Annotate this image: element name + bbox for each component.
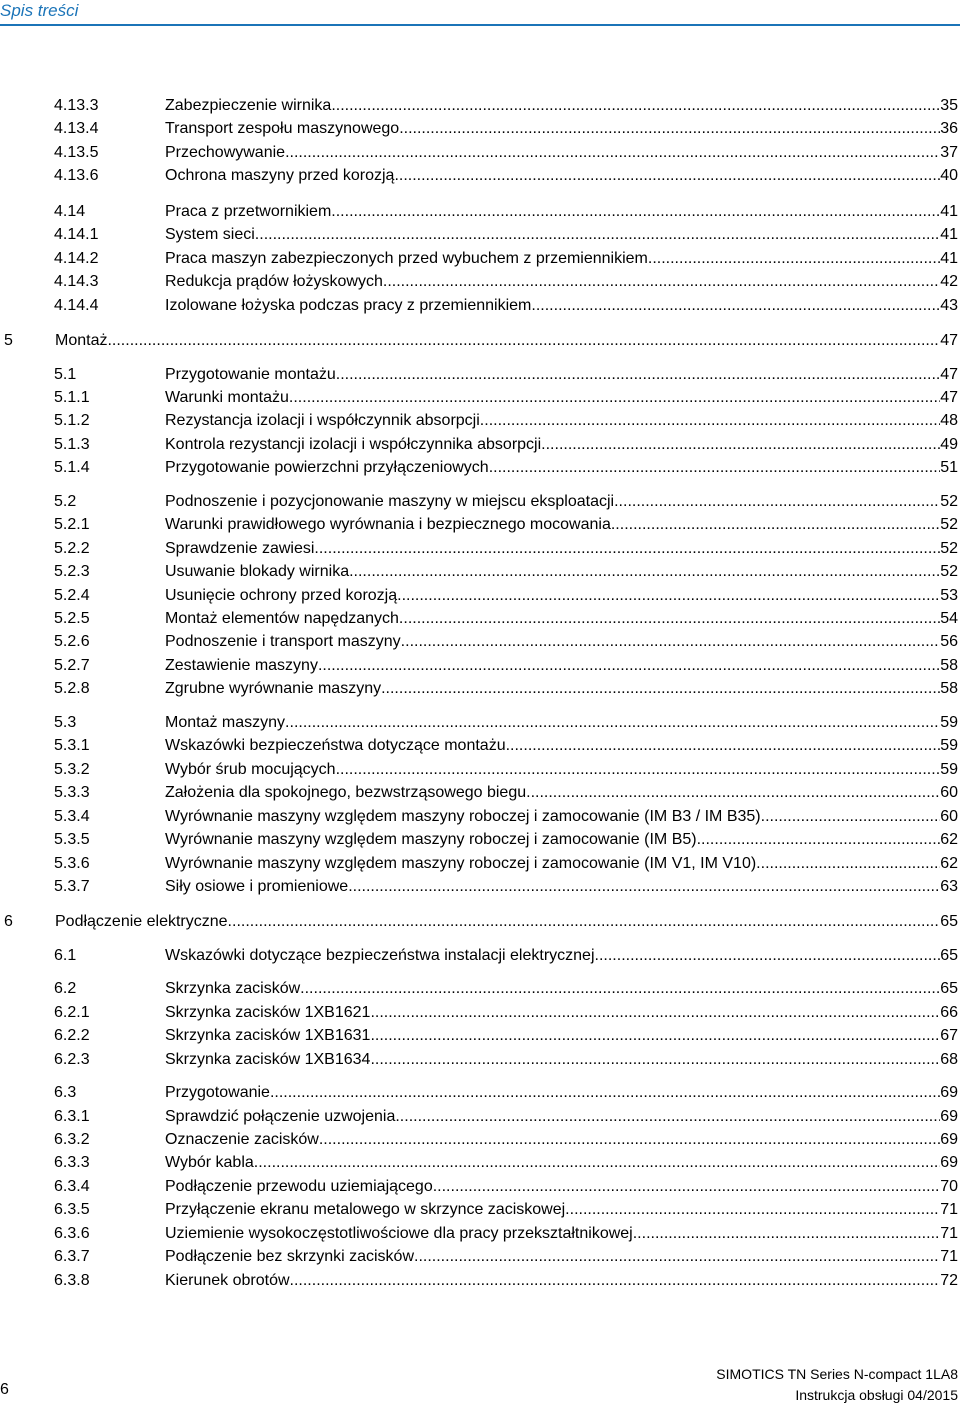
toc-dot-leader [348, 875, 940, 899]
toc-entry[interactable] [0, 1024, 960, 1048]
toc-dot-leader [526, 781, 940, 805]
toc-entry-body [165, 758, 958, 782]
toc-entry-title: Podnoszenie i pozycjonowanie maszyny w miejscu eksploatacji [165, 492, 615, 510]
toc-entry-number: 5.3.2 [54, 760, 90, 778]
toc-entry-body [165, 1175, 958, 1199]
toc-entry-number: 6.3.3 [54, 1154, 90, 1172]
toc-entry[interactable] [0, 386, 960, 410]
toc-entry[interactable] [0, 677, 960, 701]
toc-entry-body [165, 223, 958, 247]
toc-entry-page: 65 [940, 913, 958, 931]
toc-entry-number: 6.1 [54, 946, 77, 964]
toc-entry-number: 5.2.2 [54, 539, 90, 557]
toc-entry-number: 5.3.3 [54, 784, 90, 802]
toc-entry-title: Praca maszyn zabezpieczonych przed wybuchem z przemiennikiem [165, 249, 648, 267]
toc-dot-leader [401, 630, 941, 654]
toc-entry-body [165, 1048, 958, 1072]
toc-entry-number: 5.1 [54, 365, 77, 383]
toc-entry[interactable] [0, 247, 960, 271]
toc-entry-number: 4.13.6 [54, 167, 99, 185]
toc-entry[interactable] [0, 852, 960, 876]
toc-entry-number: 5.2.3 [54, 563, 90, 581]
toc-dot-leader [336, 758, 941, 782]
toc-dot-leader [614, 490, 940, 514]
toc-entry-title: Usunięcie ochrony przed korozją [165, 586, 398, 604]
toc-entry[interactable] [0, 1048, 960, 1072]
toc-entry-title: Zgrubne wyrównanie maszyny [165, 680, 382, 698]
toc-entry[interactable] [0, 1198, 960, 1222]
toc-entry[interactable] [0, 584, 960, 608]
toc-entry[interactable] [0, 164, 960, 188]
toc-entry[interactable] [0, 734, 960, 758]
toc-entry-body [165, 607, 958, 631]
toc-entry-title: Skrzynka zacisków 1XB1621 [165, 1003, 371, 1021]
toc-entry-number: 5.2.1 [54, 516, 90, 534]
toc-entry[interactable] [0, 456, 960, 480]
toc-entry-title: Kierunek obrotów [165, 1271, 290, 1289]
toc-entry-page: 72 [940, 1271, 958, 1289]
toc-dot-leader [531, 294, 940, 318]
toc-entry-body [165, 1269, 958, 1293]
toc-entry-title: Wyrównanie maszyny względem maszyny roboczej i zamocowanie (IM B5) [165, 831, 697, 849]
toc-entry-title: Montaż maszyny [165, 713, 286, 731]
toc-entry[interactable] [0, 270, 960, 294]
toc-entry-body [165, 1222, 958, 1246]
footer-product: SIMOTICS TN Series N-compact 1LA8 [716, 1366, 958, 1382]
toc-dot-leader [756, 852, 940, 876]
toc-entry-body [165, 490, 958, 514]
toc-entry-page: 41 [940, 249, 958, 267]
toc-entry-title: Transport zespołu maszynowego [165, 120, 400, 138]
toc-entry-body [165, 363, 958, 387]
toc-entry[interactable] [0, 630, 960, 654]
toc-dot-leader [633, 1222, 940, 1246]
toc-entry[interactable] [0, 607, 960, 631]
toc-entry-title: Redukcja prądów łożyskowych [165, 273, 383, 291]
toc-dot-leader [506, 734, 941, 758]
toc-entry-page: 69 [940, 1131, 958, 1148]
toc-dot-leader [565, 1198, 940, 1222]
toc-entry-title: Montaż [55, 332, 108, 350]
footer-page-number: 6 [0, 1381, 9, 1398]
page-header-title: Spis treści [0, 1, 79, 20]
toc-entry-page: 62 [940, 831, 958, 849]
toc-entry-number: 6.3.6 [54, 1224, 90, 1242]
toc-dot-leader [285, 141, 940, 165]
toc-entry-title: Skrzynka zacisków 1XB1634 [165, 1050, 371, 1068]
toc-dot-leader [285, 711, 940, 735]
toc-entry-number: 5 [4, 332, 13, 350]
toc-entry[interactable] [0, 1001, 960, 1025]
toc-entry[interactable] [0, 329, 960, 353]
toc-entry-title: Kontrola rezystancji izolacji i współczynnika absorpcji [165, 435, 542, 453]
toc-dot-leader [595, 944, 941, 968]
toc-entry-number: 4.14.3 [54, 273, 99, 291]
toc-entry-title: Założenia dla spokojnego, bezwstrząsowego biegu [165, 784, 527, 802]
toc-entry[interactable] [0, 711, 960, 735]
footer-doc: Instrukcja obsługi 04/2015 [795, 1387, 958, 1403]
toc-entry-body [165, 584, 958, 608]
toc-entry-title: Montaż elementów napędzanych [165, 610, 399, 627]
toc-dot-leader [541, 433, 940, 457]
toc-entry-title: Usuwanie blokady wirnika [165, 563, 350, 581]
toc-entry-body [165, 630, 958, 654]
toc-dot-leader [399, 607, 940, 631]
toc-entry-title: Skrzynka zacisków 1XB1631 [165, 1027, 371, 1045]
toc-entry[interactable] [0, 560, 960, 584]
toc-entry[interactable] [0, 490, 960, 514]
toc-dot-leader [370, 1024, 940, 1048]
toc-entry-body [165, 1245, 958, 1269]
toc-entry-body [165, 164, 958, 188]
toc-entry[interactable] [0, 654, 960, 678]
toc-entry[interactable] [0, 944, 960, 968]
toc-entry-number: 5.3 [54, 713, 77, 731]
toc-entry-page: 48 [940, 412, 958, 430]
toc-entry-body [165, 560, 958, 584]
toc-entry-body [165, 711, 958, 735]
toc-entry-number: 5.3.4 [54, 807, 90, 825]
toc-entry-number: 4.13.4 [54, 120, 99, 138]
toc-dot-leader [381, 677, 940, 701]
toc-dot-leader [318, 654, 940, 678]
toc-entry-number: 4.14 [54, 202, 86, 220]
toc-entry[interactable] [0, 875, 960, 899]
toc-entry[interactable] [0, 1151, 960, 1175]
toc-entry-body [165, 433, 958, 457]
toc-dot-leader [314, 537, 940, 561]
toc-entry-page: 60 [940, 807, 958, 825]
toc-entry-title: Izolowane łożyska podczas pracy z przemiennikiem [165, 296, 532, 314]
toc-entry-body [165, 141, 958, 165]
toc-entry-body [165, 944, 958, 968]
toc-entry[interactable] [0, 910, 960, 934]
toc-entry-body [165, 247, 958, 271]
toc-entry[interactable] [0, 805, 960, 829]
toc-entry-body [165, 117, 958, 141]
toc-entry-body [165, 537, 958, 561]
toc-dot-leader [433, 1175, 940, 1199]
toc-entry-page: 47 [940, 365, 958, 383]
toc-dot-leader [370, 1001, 940, 1025]
toc-entry-title: Podłączenie przewodu uziemiającego [165, 1177, 433, 1195]
toc-dot-leader [349, 560, 940, 584]
toc-entry-number: 5.1.1 [54, 388, 90, 406]
toc-entry-body [165, 781, 958, 805]
toc-entry-page: 69 [940, 1107, 958, 1125]
toc-entry-number: 6.3.8 [54, 1271, 90, 1289]
toc-entry[interactable] [0, 1128, 960, 1152]
toc-entry-page: 52 [940, 516, 958, 534]
toc-dot-leader [611, 513, 940, 537]
toc-entry[interactable] [0, 1245, 960, 1269]
header-rule [0, 24, 960, 26]
footer-doc-info [716, 1364, 958, 1406]
toc-entry-page: 71 [940, 1224, 958, 1242]
toc-dot-leader [765, 805, 940, 829]
toc-entry[interactable] [0, 409, 960, 433]
toc-entry[interactable] [0, 1269, 960, 1293]
toc-entry-page: 51 [940, 459, 958, 477]
toc-dot-leader [228, 910, 941, 934]
toc-entry-number: 5.3.6 [54, 854, 90, 872]
toc-entry-body [165, 200, 958, 224]
toc-entry-title: Uziemienie wysokoczęstotliwościowe dla pracy przekształtnikowej [165, 1224, 633, 1242]
toc-dot-leader [397, 584, 940, 608]
toc-entry-title: Warunki montażu [165, 388, 289, 406]
toc-dot-leader [480, 409, 940, 433]
toc-dot-leader [270, 1081, 940, 1105]
toc-entry-body [165, 977, 958, 1001]
toc-entry-title: Praca z przetwornikiem [165, 202, 332, 220]
toc-entry-title: Oznaczenie zacisków [165, 1131, 319, 1148]
toc-entry-body [165, 1024, 958, 1048]
toc-entry-title: Wyrównanie maszyny względem maszyny roboczej i zamocowanie (IM B3 / IM B35). [165, 807, 766, 825]
toc-entry-number: 4.13.5 [54, 143, 99, 161]
toc-entry[interactable] [0, 1105, 960, 1129]
toc-entry-page: 52 [940, 563, 958, 581]
toc-entry-title: Podłączenie elektryczne [55, 913, 228, 931]
toc-entry-title: Przygotowanie montażu [165, 365, 336, 383]
toc-entry-page: 35 [940, 97, 958, 114]
toc-entry[interactable] [0, 294, 960, 318]
toc-entry[interactable] [0, 200, 960, 224]
toc-entry-page: 53 [940, 586, 958, 604]
toc-entry-title: Ochrona maszyny przed korozją [165, 167, 395, 185]
toc-entry[interactable] [0, 513, 960, 537]
toc-entry-number: 5.3.1 [54, 737, 90, 755]
toc-entry-body [55, 910, 958, 934]
toc-entry[interactable] [0, 117, 960, 141]
toc-dot-leader [489, 456, 941, 480]
toc-entry-number: 6.3.4 [54, 1177, 90, 1195]
toc-entry-number: 5.2.8 [54, 680, 90, 698]
toc-entry-page: 70 [940, 1177, 958, 1195]
toc-entry-number: 5.2.5 [54, 610, 90, 627]
toc-entry-page: 49 [940, 435, 958, 453]
toc-dot-leader [300, 977, 940, 1001]
toc-entry-body [165, 1198, 958, 1222]
toc-entry-number: 6.3.5 [54, 1201, 90, 1219]
toc-entry[interactable] [0, 141, 960, 165]
toc-entry-page: 60 [940, 784, 958, 802]
toc-entry-number: 6.3.7 [54, 1248, 90, 1266]
toc-entry-page: 71 [940, 1201, 958, 1219]
toc-entry-page: 71 [940, 1248, 958, 1266]
toc-entry-number: 6.3.2 [54, 1131, 90, 1148]
toc-dot-leader [107, 329, 940, 353]
toc-entry-title: Przechowywanie [165, 143, 286, 161]
toc-entry-number: 6 [4, 913, 13, 931]
toc-entry-page: 63 [940, 877, 958, 895]
toc-entry-title: Przygotowanie [165, 1084, 270, 1102]
toc-entry-page: 52 [940, 539, 958, 557]
toc-entry[interactable] [0, 433, 960, 457]
toc-dot-leader [648, 247, 940, 271]
toc-entry-body [165, 805, 958, 829]
toc-entry-page: 69 [940, 1154, 958, 1172]
toc-entry-body [165, 294, 958, 318]
toc-entry-number: 6.3 [54, 1084, 77, 1102]
toc-entry-number: 6.2 [54, 980, 77, 998]
toc-dot-leader [255, 223, 940, 247]
toc-dot-leader [331, 200, 940, 224]
toc-entry-title: Wybór kabla [165, 1154, 254, 1172]
toc-entry-body [165, 456, 958, 480]
toc-entry-page: 41 [940, 226, 958, 244]
toc-entry-number: 5.1.3 [54, 435, 90, 453]
toc-entry-body [165, 852, 958, 876]
toc-entry-number: 6.2.2 [54, 1027, 90, 1045]
toc-entry-title: Rezystancja izolacji i współczynnik absorpcji [165, 412, 480, 430]
toc-entry[interactable] [0, 223, 960, 247]
toc-entry-page: 67 [940, 1027, 958, 1045]
toc-entry-number: 6.3.1 [54, 1107, 90, 1125]
toc-entry-page: 42 [940, 273, 958, 291]
toc-entry-page: 47 [940, 388, 958, 406]
toc-entry-title: Wybór śrub mocujących [165, 760, 336, 778]
toc-dot-leader [336, 363, 940, 387]
toc-dot-leader [331, 94, 940, 118]
toc-entry-body [165, 875, 958, 899]
toc-entry-body [55, 329, 958, 353]
toc-entry[interactable] [0, 977, 960, 1001]
toc-entry-page: 56 [940, 633, 958, 651]
toc-entry-body [165, 1105, 958, 1129]
toc-entry-page: 58 [940, 656, 958, 674]
toc-entry-page: 36 [940, 120, 958, 138]
toc-entry-title: Podłączenie bez skrzynki zacisków [165, 1248, 414, 1266]
toc-entry-page: 59 [940, 737, 958, 755]
toc-entry[interactable] [0, 1081, 960, 1105]
toc-dot-leader [414, 1245, 940, 1269]
toc-entry-page: 40 [940, 167, 958, 185]
toc-entry-page: 37 [940, 143, 958, 161]
toc-entry-number: 4.13.3 [54, 97, 99, 114]
toc-entry-title: Zestawienie maszyny [165, 656, 318, 674]
toc-entry-body [165, 270, 958, 294]
toc-entry-body [165, 734, 958, 758]
toc-entry-title: Skrzynka zacisków [165, 980, 301, 998]
toc-entry-page: 58 [940, 680, 958, 698]
toc-entry-number: 4.14.2 [54, 249, 99, 267]
toc-dot-leader [319, 1128, 940, 1152]
toc-dot-leader [399, 117, 940, 141]
toc-entry-number: 4.14.4 [54, 296, 99, 314]
toc-dot-leader [370, 1048, 940, 1072]
toc-entry[interactable] [0, 537, 960, 561]
toc-entry-number: 6.2.1 [54, 1003, 90, 1021]
toc-entry-number: 4.14.1 [54, 226, 99, 244]
toc-entry-body [165, 94, 958, 118]
toc-entry[interactable] [0, 758, 960, 782]
toc-entry-page: 65 [940, 946, 958, 964]
toc-entry-body [165, 409, 958, 433]
toc-entry-title: Wskazówki dotyczące bezpieczeństwa instalacji elektrycznej [165, 946, 595, 964]
toc-entry-page: 66 [940, 1003, 958, 1021]
toc-entry-body [165, 677, 958, 701]
toc-entry-page: 54 [940, 610, 958, 627]
toc-entry-title: Podnoszenie i transport maszyny [165, 633, 401, 651]
toc-dot-leader [394, 164, 940, 188]
toc-entry-body [165, 1081, 958, 1105]
toc-entry-number: 5.2.6 [54, 633, 90, 651]
toc-entry[interactable] [0, 1222, 960, 1246]
toc-entry-title: Sprawdzenie zawiesi [165, 539, 315, 557]
toc-entry-page: 41 [940, 202, 958, 220]
toc-entry-body [165, 513, 958, 537]
toc-dot-leader [697, 828, 941, 852]
toc-dot-leader [289, 386, 940, 410]
toc-entry-body [165, 1128, 958, 1152]
toc-entry-number: 5.2.7 [54, 656, 90, 674]
toc-entry-page: 65 [940, 980, 958, 998]
toc-entry-title: Wyrównanie maszyny względem maszyny roboczej i zamocowanie (IM V1, IM V10) [165, 854, 757, 872]
toc-entry-page: 69 [940, 1084, 958, 1102]
toc-entry-title: Sprawdzić połączenie uzwojenia [165, 1107, 396, 1125]
toc-entry-body [165, 654, 958, 678]
toc-entry-number: 5.2 [54, 492, 77, 510]
toc-entry[interactable] [0, 363, 960, 387]
toc-entry-page: 52 [940, 492, 958, 510]
toc-dot-leader [254, 1151, 940, 1175]
toc-entry-page: 43 [940, 296, 958, 314]
toc-entry-title: Przyłączenie ekranu metalowego w skrzynce zaciskowej [165, 1201, 566, 1219]
toc-entry-body [165, 1151, 958, 1175]
toc-dot-leader [290, 1269, 941, 1293]
toc-entry-page: 59 [940, 713, 958, 731]
toc-entry-number: 5.3.7 [54, 877, 90, 895]
toc-entry-body [165, 1001, 958, 1025]
toc-dot-leader [383, 270, 940, 294]
toc-entry-number: 5.1.2 [54, 412, 90, 430]
toc-entry-page: 62 [940, 854, 958, 872]
toc-entry-page: 68 [940, 1050, 958, 1068]
toc-entry-title: Przygotowanie powierzchni przyłączeniowych [165, 459, 489, 477]
toc-entry-title: Siły osiowe i promieniowe [165, 877, 349, 895]
toc-entry[interactable] [0, 1175, 960, 1199]
toc-entry-title: System sieci [165, 226, 255, 244]
toc-entry-title: Zabezpieczenie wirnika [165, 97, 332, 114]
toc-entry-body [165, 386, 958, 410]
toc-entry-body [165, 828, 958, 852]
toc-entry-title: Warunki prawidłowego wyrównania i bezpiecznego mocowania [165, 516, 611, 534]
toc-entry-number: 5.3.5 [54, 831, 90, 849]
toc-entry-page: 59 [940, 760, 958, 778]
toc-entry[interactable] [0, 828, 960, 852]
toc-entry-page: 47 [940, 332, 958, 350]
toc-entry[interactable] [0, 781, 960, 805]
toc-dot-leader [395, 1105, 940, 1129]
toc-entry[interactable] [0, 94, 960, 118]
toc-entry-title: Wskazówki bezpieczeństwa dotyczące montażu [165, 737, 506, 755]
toc-entry-number: 6.2.3 [54, 1050, 90, 1068]
toc-entry-number: 5.1.4 [54, 459, 90, 477]
toc-entry-number: 5.2.4 [54, 586, 90, 604]
